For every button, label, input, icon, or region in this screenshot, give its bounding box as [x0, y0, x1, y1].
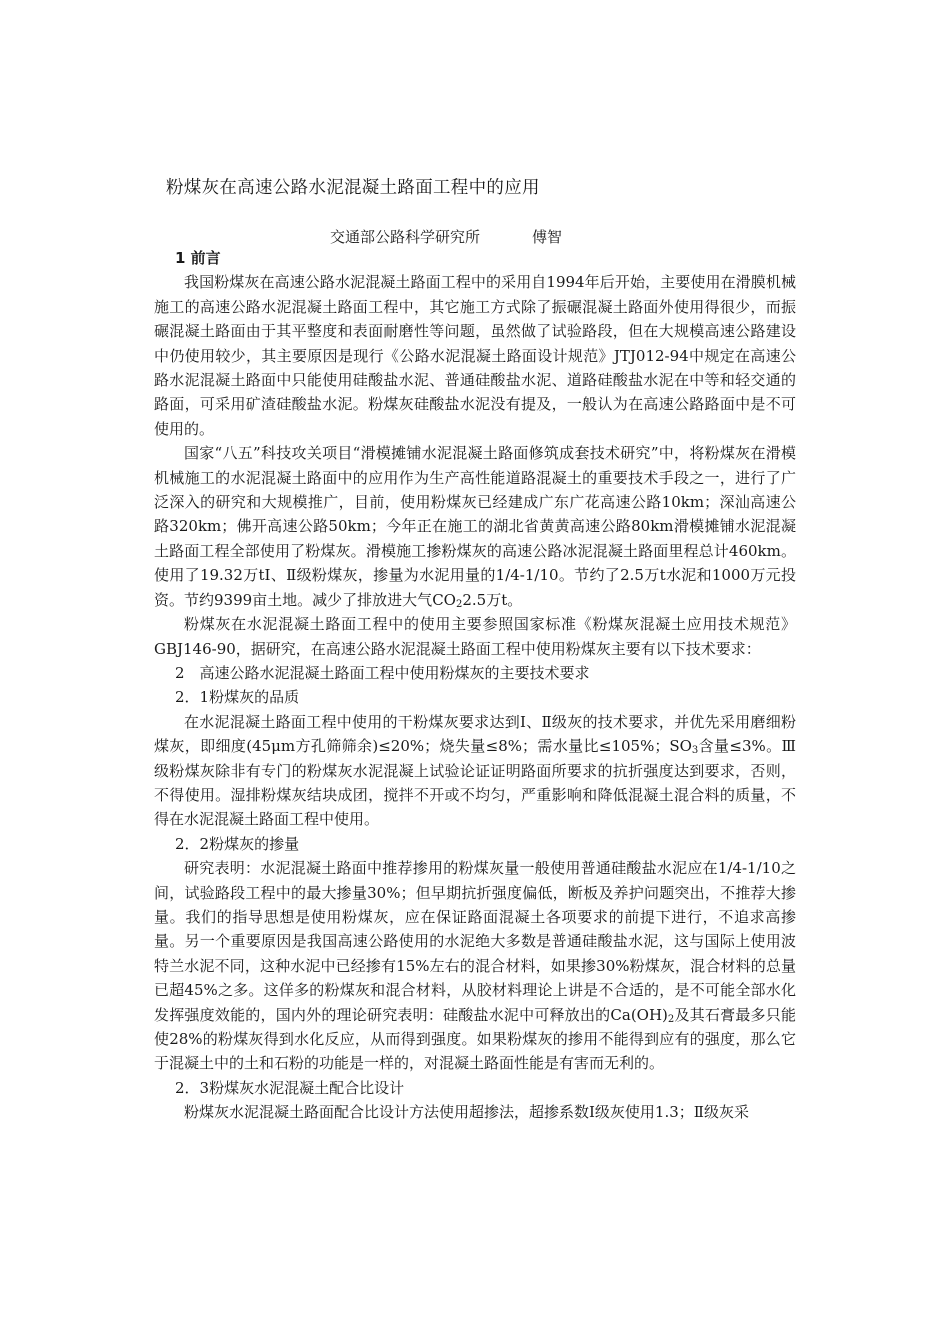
- paragraph-4-subscript: 3: [691, 745, 699, 757]
- section-heading-2: 2 高速公路水泥混凝土路面工程中使用粉煤灰的主要技术要求: [175, 663, 590, 682]
- paragraph-4: [154, 710, 796, 832]
- document-title: 粉煤灰在高速公路水泥混凝土路面工程中的应用: [166, 178, 540, 198]
- paragraph-6: 粉煤灰水泥混凝土路面配合比设计方法使用超掺法，超掺系数I级灰使用1.3；Ⅱ级灰采: [184, 1103, 749, 1122]
- paragraph-5-text-a: 研究表明：水泥混凝土路面中推荐掺用的粉煤灰量一般使用普通硅酸盐水泥应在1/4-1/10之间，试验路段工程中的最大掺量30%；但早期抗折强度偏低，断板及养护问题突出，不推荐大掺量。我们的指导思想是使用粉煤灰，应在保证路面混凝土各项要求的前提下进行，不追求高掺量。另一个重要原因是我国高速公路使用的水泥绝大多数是普通硅酸盐水泥，这与国际上使用波特兰水泥不同，这种水泥中已经掺有15%左右的混合材料，如果掺30%粉煤灰，混合材料的总量已超45%之多。这佯多的粉煤灰和混合材料，从胶材料理论上讲是不合适的，是不可能全部水化发挥强度效能的，国内外的理论研究表明：硅酸盐水泥中可释放出的Ca(OH): [154, 859, 796, 1024]
- paragraph-4-text-a: 在水泥混凝土路面工程中使用的干粉煤灰要求达到I、Ⅱ级灰的技术要求，并优先采用磨细粉煤灰，即细度(45μm方孔筛筛余)≤20%；烧失量≤8%；需水量比≤105%；SO: [154, 712, 796, 756]
- paragraph-1: 我国粉煤灰在高速公路水泥混凝土路面工程中的采用自1994年后开始，主要使用在滑膜机械施工的高速公路水泥混凝土路面工程中，其它施工方式除了振碾混凝土路面外使用得很少，而振碾混凝土路面由于其平整度和表面耐磨性等问题，虽然做了试验路段，但在大规模高速公路建设中仍使用较少，其主要原因是现行《公路水泥混凝土路面设计规范》JTJ012-94中规定在高速公路水泥混凝土路面中只能使用硅酸盐水泥、普通硅酸盐水泥、道路硅酸盐水泥在中等和轻交通的路面，可采用矿渣硅酸盐水泥。粉煤灰硅酸盐水泥没有提及，一般认为在高速公路路面中是不可使用的。: [154, 273, 796, 438]
- paragraph-2-tail-a: CO: [432, 590, 456, 609]
- paragraph-4-text-b: 含量≤3%。Ⅲ级粉煤灰除非有专门的粉煤灰水泥混凝上试验论证证明路面所要求的抗折强度达到要求，否则，不得使用。湿排粉煤灰结块成团，搅拌不开或不均匀，严重影响和降低混凝土混合料的质量，不得在水泥混凝土路面工程中使用。: [154, 737, 796, 829]
- author-line: [330, 226, 562, 247]
- section-heading-1: 1 前言: [175, 249, 221, 267]
- section-heading-2-2: 2．2粉煤灰的掺量: [175, 834, 300, 853]
- section-heading-2-1: 2．1粉煤灰的品质: [175, 688, 300, 707]
- paragraph-5-text-b: 及其石膏最多只能使28%的粉煤灰得到水化反应，从而得到强度。如果粉煤灰的掺用不能得到应有的强度，那么它于混凝土中的土和石粉的功能是一样的，对混凝土路面性能是有害而无利的。: [154, 1005, 796, 1073]
- paragraph-5-subscript: 2: [667, 1013, 675, 1025]
- paragraph-2: [154, 441, 796, 612]
- section-heading-2-3: 2．3粉煤灰水泥混凝土配合比设计: [175, 1078, 405, 1097]
- author-name: 傅智: [532, 228, 563, 246]
- paragraph-5: [154, 856, 796, 1076]
- paragraph-2-subscript: 2: [455, 598, 463, 610]
- paragraph-2-text: 国家“八五”科技攻关项目“滑模摊铺水泥混凝土路面修筑成套技术研究”中，将粉煤灰在滑模机械施工的水泥混凝土路面中的应用作为生产高性能道路混凝土的重要技术手段之一，进行了广泛深入的研究和大规模推广，目前，使用粉煤灰已经建成广东广花高速公路10km；深汕高速公路320km；佛开高速公路50km；今年正在施工的湖北省黄黄高速公路80km滑模摊铺水泥混凝土路面工程全部使用了粉煤灰。滑模施工掺粉煤灰的高速公路冰泥混凝土路面里程总计460km。使用了19.32万tI、Ⅱ级粉煤灰，掺量为水泥用量的1/4-1/10。节约了2.5万t水泥和1000万元投资。节约9399亩土地。减少了排放进大气: [154, 444, 796, 609]
- affiliation: 交通部公路科学研究所: [330, 228, 481, 246]
- document-body: [154, 246, 796, 1125]
- paragraph-3: 粉煤灰在水泥混凝土路面工程中的使用主要参照国家标准《粉煤灰混凝土应用技术规范》GBJ146-90，据研究，在高速公路水泥混凝土路面工程中使用粉煤灰主要有以下技术要求：: [154, 615, 796, 658]
- paragraph-2-tail-b: 2.5万t。: [462, 590, 523, 609]
